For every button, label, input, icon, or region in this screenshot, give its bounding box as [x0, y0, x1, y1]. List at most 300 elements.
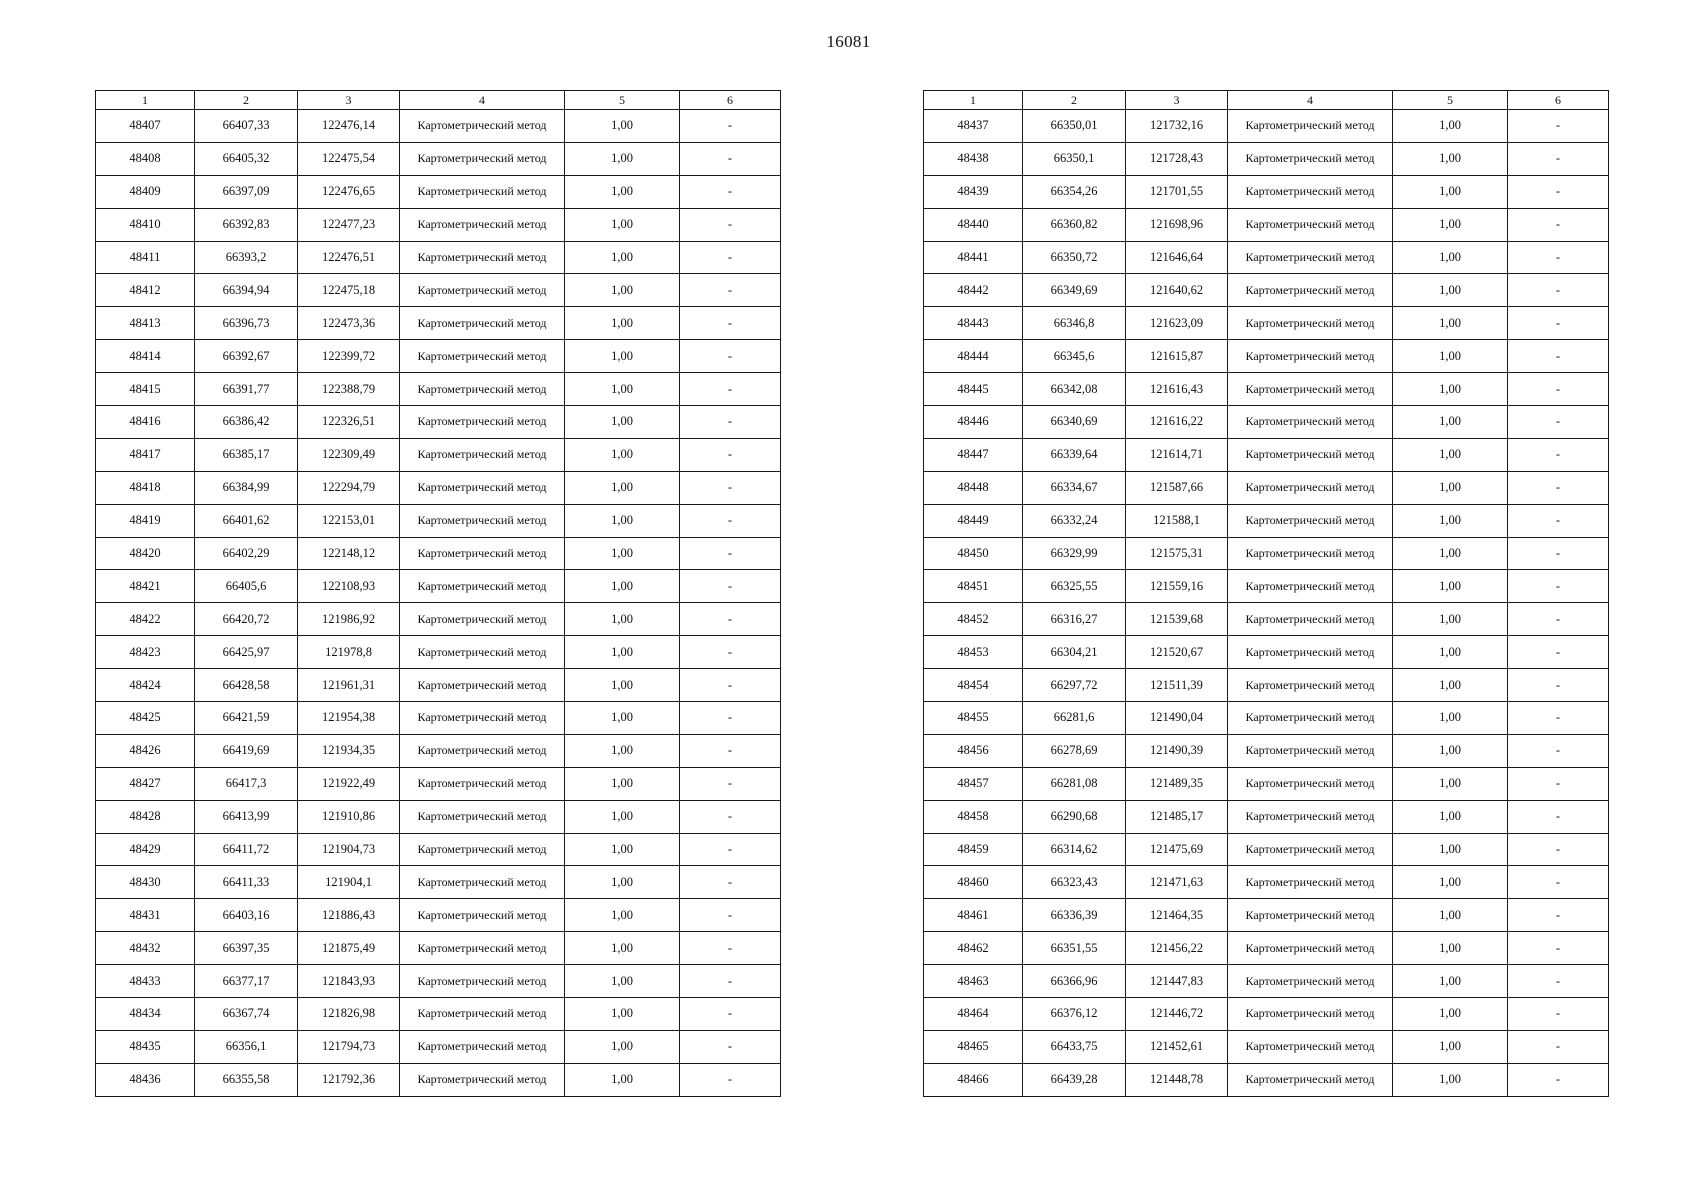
table-row [96, 866, 781, 899]
description-cell: - [680, 241, 781, 274]
y-coordinate-cell: 121559,16 [1126, 570, 1228, 603]
point-number-cell: 48408 [96, 142, 195, 175]
column-header: 6 [680, 91, 781, 110]
point-number-cell: 48422 [96, 603, 195, 636]
method-cell: Картометрический метод [400, 438, 565, 471]
point-number-cell: 48409 [96, 175, 195, 208]
method-cell: Картометрический метод [400, 669, 565, 702]
y-coordinate-cell: 122476,51 [298, 241, 400, 274]
description-cell: - [680, 833, 781, 866]
method-cell: Картометрический метод [400, 702, 565, 735]
y-coordinate-cell: 121886,43 [298, 899, 400, 932]
description-cell: - [680, 307, 781, 340]
x-coordinate-cell: 66417,3 [195, 767, 298, 800]
table-row [96, 899, 781, 932]
x-coordinate-cell: 66405,32 [195, 142, 298, 175]
point-number-cell: 48411 [96, 241, 195, 274]
y-coordinate-cell: 122476,14 [298, 110, 400, 143]
x-coordinate-cell: 66356,1 [195, 1030, 298, 1063]
y-coordinate-cell: 122475,54 [298, 142, 400, 175]
method-cell: Картометрический метод [400, 274, 565, 307]
description-cell: - [680, 537, 781, 570]
table-row [924, 175, 1609, 208]
point-number-cell: 48436 [96, 1063, 195, 1096]
accuracy-cell: 1,00 [1393, 899, 1508, 932]
page-number: 16081 [826, 32, 871, 51]
table-row [924, 142, 1609, 175]
x-coordinate-cell: 66336,39 [1023, 899, 1126, 932]
method-cell: Картометрический метод [400, 1030, 565, 1063]
y-coordinate-cell: 121539,68 [1126, 603, 1228, 636]
x-coordinate-cell: 66325,55 [1023, 570, 1126, 603]
x-coordinate-cell: 66290,68 [1023, 800, 1126, 833]
description-cell: - [680, 570, 781, 603]
description-cell: - [680, 406, 781, 439]
column-header: 1 [96, 91, 195, 110]
x-coordinate-cell: 66433,75 [1023, 1030, 1126, 1063]
point-number-cell: 48429 [96, 833, 195, 866]
description-cell: - [680, 932, 781, 965]
y-coordinate-cell: 121511,39 [1126, 669, 1228, 702]
accuracy-cell: 1,00 [1393, 932, 1508, 965]
description-cell: - [680, 866, 781, 899]
table-row [96, 767, 781, 800]
method-cell: Картометрический метод [1228, 1063, 1393, 1096]
accuracy-cell: 1,00 [1393, 767, 1508, 800]
description-cell: - [1508, 1030, 1609, 1063]
method-cell: Картометрический метод [1228, 965, 1393, 998]
x-coordinate-cell: 66355,58 [195, 1063, 298, 1096]
y-coordinate-cell: 122153,01 [298, 504, 400, 537]
point-number-cell: 48443 [924, 307, 1023, 340]
description-cell: - [680, 274, 781, 307]
point-number-cell: 48449 [924, 504, 1023, 537]
description-cell: - [680, 142, 781, 175]
table-header-row [924, 91, 1609, 110]
point-number-cell: 48419 [96, 504, 195, 537]
table-row [924, 669, 1609, 702]
method-cell: Картометрический метод [1228, 636, 1393, 669]
method-cell: Картометрический метод [1228, 734, 1393, 767]
accuracy-cell: 1,00 [1393, 734, 1508, 767]
accuracy-cell: 1,00 [565, 1030, 680, 1063]
y-coordinate-cell: 122399,72 [298, 340, 400, 373]
y-coordinate-cell: 122476,65 [298, 175, 400, 208]
description-cell: - [1508, 669, 1609, 702]
table-row [924, 504, 1609, 537]
y-coordinate-cell: 121875,49 [298, 932, 400, 965]
point-number-cell: 48462 [924, 932, 1023, 965]
method-cell: Картометрический метод [400, 175, 565, 208]
table-row [96, 965, 781, 998]
method-cell: Картометрический метод [400, 406, 565, 439]
x-coordinate-cell: 66392,83 [195, 208, 298, 241]
point-number-cell: 48420 [96, 537, 195, 570]
description-cell: - [680, 504, 781, 537]
point-number-cell: 48445 [924, 373, 1023, 406]
table-row [96, 438, 781, 471]
y-coordinate-cell: 121646,64 [1126, 241, 1228, 274]
description-cell: - [680, 373, 781, 406]
y-coordinate-cell: 121698,96 [1126, 208, 1228, 241]
column-header: 1 [924, 91, 1023, 110]
point-number-cell: 48454 [924, 669, 1023, 702]
method-cell: Картометрический метод [1228, 504, 1393, 537]
x-coordinate-cell: 66349,69 [1023, 274, 1126, 307]
point-number-cell: 48418 [96, 471, 195, 504]
y-coordinate-cell: 121485,17 [1126, 800, 1228, 833]
method-cell: Картометрический метод [400, 833, 565, 866]
point-number-cell: 48450 [924, 537, 1023, 570]
y-coordinate-cell: 121961,31 [298, 669, 400, 702]
x-coordinate-cell: 66329,99 [1023, 537, 1126, 570]
x-coordinate-cell: 66367,74 [195, 998, 298, 1031]
method-cell: Картометрический метод [1228, 866, 1393, 899]
x-coordinate-cell: 66411,72 [195, 833, 298, 866]
table-row [96, 734, 781, 767]
x-coordinate-cell: 66384,99 [195, 471, 298, 504]
description-cell: - [1508, 110, 1609, 143]
method-cell: Картометрический метод [400, 504, 565, 537]
description-cell: - [1508, 702, 1609, 735]
table-row [924, 373, 1609, 406]
point-number-cell: 48464 [924, 998, 1023, 1031]
method-cell: Картометрический метод [1228, 800, 1393, 833]
point-number-cell: 48426 [96, 734, 195, 767]
point-number-cell: 48433 [96, 965, 195, 998]
y-coordinate-cell: 121614,71 [1126, 438, 1228, 471]
method-cell: Картометрический метод [1228, 406, 1393, 439]
table-row [924, 208, 1609, 241]
y-coordinate-cell: 121732,16 [1126, 110, 1228, 143]
description-cell: - [1508, 833, 1609, 866]
table-row [96, 669, 781, 702]
accuracy-cell: 1,00 [1393, 965, 1508, 998]
y-coordinate-cell: 121978,8 [298, 636, 400, 669]
point-number-cell: 48438 [924, 142, 1023, 175]
accuracy-cell: 1,00 [565, 932, 680, 965]
accuracy-cell: 1,00 [1393, 1030, 1508, 1063]
description-cell: - [1508, 1063, 1609, 1096]
description-cell: - [680, 1030, 781, 1063]
point-number-cell: 48416 [96, 406, 195, 439]
table-row [96, 142, 781, 175]
description-cell: - [1508, 241, 1609, 274]
y-coordinate-cell: 121922,49 [298, 767, 400, 800]
accuracy-cell: 1,00 [1393, 1063, 1508, 1096]
x-coordinate-cell: 66403,16 [195, 899, 298, 932]
table-row [96, 702, 781, 735]
y-coordinate-cell: 121843,93 [298, 965, 400, 998]
point-number-cell: 48439 [924, 175, 1023, 208]
description-cell: - [1508, 636, 1609, 669]
table-row [924, 340, 1609, 373]
column-header: 6 [1508, 91, 1609, 110]
table-row [96, 208, 781, 241]
y-coordinate-cell: 121615,87 [1126, 340, 1228, 373]
description-cell: - [680, 175, 781, 208]
point-number-cell: 48456 [924, 734, 1023, 767]
accuracy-cell: 1,00 [565, 110, 680, 143]
table-row [96, 406, 781, 439]
table-row [924, 110, 1609, 143]
x-coordinate-cell: 66392,67 [195, 340, 298, 373]
method-cell: Картометрический метод [400, 932, 565, 965]
table-row [924, 734, 1609, 767]
table-row [96, 537, 781, 570]
coordinates-table-right [923, 90, 1609, 1097]
description-cell: - [1508, 373, 1609, 406]
accuracy-cell: 1,00 [1393, 669, 1508, 702]
table-row [924, 471, 1609, 504]
table-row [924, 767, 1609, 800]
x-coordinate-cell: 66345,6 [1023, 340, 1126, 373]
description-cell: - [1508, 406, 1609, 439]
accuracy-cell: 1,00 [565, 998, 680, 1031]
x-coordinate-cell: 66385,17 [195, 438, 298, 471]
description-cell: - [680, 734, 781, 767]
point-number-cell: 48407 [96, 110, 195, 143]
point-number-cell: 48434 [96, 998, 195, 1031]
x-coordinate-cell: 66304,21 [1023, 636, 1126, 669]
point-number-cell: 48448 [924, 471, 1023, 504]
x-coordinate-cell: 66397,09 [195, 175, 298, 208]
y-coordinate-cell: 121447,83 [1126, 965, 1228, 998]
y-coordinate-cell: 122475,18 [298, 274, 400, 307]
table-row [924, 307, 1609, 340]
method-cell: Картометрический метод [1228, 438, 1393, 471]
y-coordinate-cell: 121792,36 [298, 1063, 400, 1096]
x-coordinate-cell: 66281,6 [1023, 702, 1126, 735]
y-coordinate-cell: 121575,31 [1126, 537, 1228, 570]
accuracy-cell: 1,00 [1393, 274, 1508, 307]
accuracy-cell: 1,00 [565, 471, 680, 504]
method-cell: Картометрический метод [1228, 669, 1393, 702]
accuracy-cell: 1,00 [565, 603, 680, 636]
description-cell: - [680, 965, 781, 998]
description-cell: - [1508, 866, 1609, 899]
point-number-cell: 48447 [924, 438, 1023, 471]
description-cell: - [680, 899, 781, 932]
method-cell: Картометрический метод [1228, 373, 1393, 406]
description-cell: - [680, 603, 781, 636]
method-cell: Картометрический метод [1228, 702, 1393, 735]
accuracy-cell: 1,00 [565, 274, 680, 307]
point-number-cell: 48459 [924, 833, 1023, 866]
y-coordinate-cell: 121904,73 [298, 833, 400, 866]
x-coordinate-cell: 66420,72 [195, 603, 298, 636]
point-number-cell: 48446 [924, 406, 1023, 439]
point-number-cell: 48414 [96, 340, 195, 373]
table-row [924, 406, 1609, 439]
table-body [96, 110, 781, 1097]
description-cell: - [1508, 734, 1609, 767]
point-number-cell: 48460 [924, 866, 1023, 899]
y-coordinate-cell: 121616,22 [1126, 406, 1228, 439]
table-row [96, 1063, 781, 1096]
x-coordinate-cell: 66394,94 [195, 274, 298, 307]
accuracy-cell: 1,00 [565, 767, 680, 800]
y-coordinate-cell: 122477,23 [298, 208, 400, 241]
accuracy-cell: 1,00 [565, 406, 680, 439]
point-number-cell: 48424 [96, 669, 195, 702]
y-coordinate-cell: 122148,12 [298, 537, 400, 570]
point-number-cell: 48428 [96, 800, 195, 833]
table-row [96, 932, 781, 965]
point-number-cell: 48425 [96, 702, 195, 735]
point-number-cell: 48444 [924, 340, 1023, 373]
method-cell: Картометрический метод [1228, 537, 1393, 570]
description-cell: - [680, 340, 781, 373]
description-cell: - [1508, 438, 1609, 471]
method-cell: Картометрический метод [400, 1063, 565, 1096]
table-row [96, 274, 781, 307]
method-cell: Картометрический метод [400, 537, 565, 570]
y-coordinate-cell: 121910,86 [298, 800, 400, 833]
description-cell: - [1508, 998, 1609, 1031]
method-cell: Картометрический метод [400, 767, 565, 800]
accuracy-cell: 1,00 [1393, 142, 1508, 175]
point-number-cell: 48465 [924, 1030, 1023, 1063]
accuracy-cell: 1,00 [1393, 471, 1508, 504]
description-cell: - [1508, 175, 1609, 208]
y-coordinate-cell: 121587,66 [1126, 471, 1228, 504]
point-number-cell: 48427 [96, 767, 195, 800]
table-row [924, 998, 1609, 1031]
x-coordinate-cell: 66397,35 [195, 932, 298, 965]
accuracy-cell: 1,00 [565, 340, 680, 373]
method-cell: Картометрический метод [1228, 932, 1393, 965]
description-cell: - [1508, 471, 1609, 504]
table-row [924, 899, 1609, 932]
point-number-cell: 48452 [924, 603, 1023, 636]
x-coordinate-cell: 66402,29 [195, 537, 298, 570]
accuracy-cell: 1,00 [565, 504, 680, 537]
point-number-cell: 48440 [924, 208, 1023, 241]
y-coordinate-cell: 121826,98 [298, 998, 400, 1031]
x-coordinate-cell: 66401,62 [195, 504, 298, 537]
table-body [924, 110, 1609, 1097]
point-number-cell: 48417 [96, 438, 195, 471]
accuracy-cell: 1,00 [565, 537, 680, 570]
table-header-row [96, 91, 781, 110]
description-cell: - [680, 1063, 781, 1096]
table-row [96, 603, 781, 636]
y-coordinate-cell: 121728,43 [1126, 142, 1228, 175]
y-coordinate-cell: 121456,22 [1126, 932, 1228, 965]
method-cell: Картометрический метод [400, 142, 565, 175]
table-row [96, 1030, 781, 1063]
y-coordinate-cell: 121934,35 [298, 734, 400, 767]
accuracy-cell: 1,00 [1393, 438, 1508, 471]
accuracy-cell: 1,00 [1393, 406, 1508, 439]
method-cell: Картометрический метод [400, 800, 565, 833]
table-row [924, 603, 1609, 636]
x-coordinate-cell: 66439,28 [1023, 1063, 1126, 1096]
method-cell: Картометрический метод [400, 899, 565, 932]
x-coordinate-cell: 66428,58 [195, 669, 298, 702]
method-cell: Картометрический метод [400, 734, 565, 767]
method-cell: Картометрический метод [1228, 274, 1393, 307]
y-coordinate-cell: 121452,61 [1126, 1030, 1228, 1063]
y-coordinate-cell: 121616,43 [1126, 373, 1228, 406]
x-coordinate-cell: 66393,2 [195, 241, 298, 274]
x-coordinate-cell: 66314,62 [1023, 833, 1126, 866]
description-cell: - [1508, 965, 1609, 998]
accuracy-cell: 1,00 [565, 800, 680, 833]
x-coordinate-cell: 66297,72 [1023, 669, 1126, 702]
x-coordinate-cell: 66346,8 [1023, 307, 1126, 340]
table-row [96, 340, 781, 373]
y-coordinate-cell: 121588,1 [1126, 504, 1228, 537]
y-coordinate-cell: 121471,63 [1126, 866, 1228, 899]
method-cell: Картометрический метод [1228, 899, 1393, 932]
point-number-cell: 48466 [924, 1063, 1023, 1096]
point-number-cell: 48435 [96, 1030, 195, 1063]
accuracy-cell: 1,00 [565, 899, 680, 932]
method-cell: Картометрический метод [1228, 175, 1393, 208]
table-row [96, 175, 781, 208]
x-coordinate-cell: 66407,33 [195, 110, 298, 143]
x-coordinate-cell: 66425,97 [195, 636, 298, 669]
accuracy-cell: 1,00 [1393, 373, 1508, 406]
point-number-cell: 48430 [96, 866, 195, 899]
description-cell: - [680, 438, 781, 471]
method-cell: Картометрический метод [1228, 1030, 1393, 1063]
point-number-cell: 48457 [924, 767, 1023, 800]
method-cell: Картометрический метод [400, 340, 565, 373]
y-coordinate-cell: 122309,49 [298, 438, 400, 471]
y-coordinate-cell: 122294,79 [298, 471, 400, 504]
table-row [924, 438, 1609, 471]
y-coordinate-cell: 121640,62 [1126, 274, 1228, 307]
accuracy-cell: 1,00 [1393, 800, 1508, 833]
point-number-cell: 48458 [924, 800, 1023, 833]
x-coordinate-cell: 66419,69 [195, 734, 298, 767]
y-coordinate-cell: 122108,93 [298, 570, 400, 603]
column-header: 3 [1126, 91, 1228, 110]
accuracy-cell: 1,00 [1393, 241, 1508, 274]
method-cell: Картометрический метод [1228, 241, 1393, 274]
description-cell: - [1508, 603, 1609, 636]
description-cell: - [680, 669, 781, 702]
method-cell: Картометрический метод [400, 110, 565, 143]
table-row [96, 800, 781, 833]
table-row [924, 636, 1609, 669]
table-row [96, 504, 781, 537]
point-number-cell: 48455 [924, 702, 1023, 735]
y-coordinate-cell: 121489,35 [1126, 767, 1228, 800]
table-row [924, 1030, 1609, 1063]
point-number-cell: 48442 [924, 274, 1023, 307]
column-header: 4 [400, 91, 565, 110]
x-coordinate-cell: 66376,12 [1023, 998, 1126, 1031]
accuracy-cell: 1,00 [1393, 866, 1508, 899]
point-number-cell: 48412 [96, 274, 195, 307]
method-cell: Картометрический метод [400, 866, 565, 899]
accuracy-cell: 1,00 [565, 307, 680, 340]
method-cell: Картометрический метод [1228, 142, 1393, 175]
y-coordinate-cell: 121701,55 [1126, 175, 1228, 208]
method-cell: Картометрический метод [400, 603, 565, 636]
method-cell: Картометрический метод [1228, 471, 1393, 504]
y-coordinate-cell: 121446,72 [1126, 998, 1228, 1031]
x-coordinate-cell: 66340,69 [1023, 406, 1126, 439]
accuracy-cell: 1,00 [1393, 340, 1508, 373]
table-row [924, 932, 1609, 965]
x-coordinate-cell: 66351,55 [1023, 932, 1126, 965]
point-number-cell: 48437 [924, 110, 1023, 143]
